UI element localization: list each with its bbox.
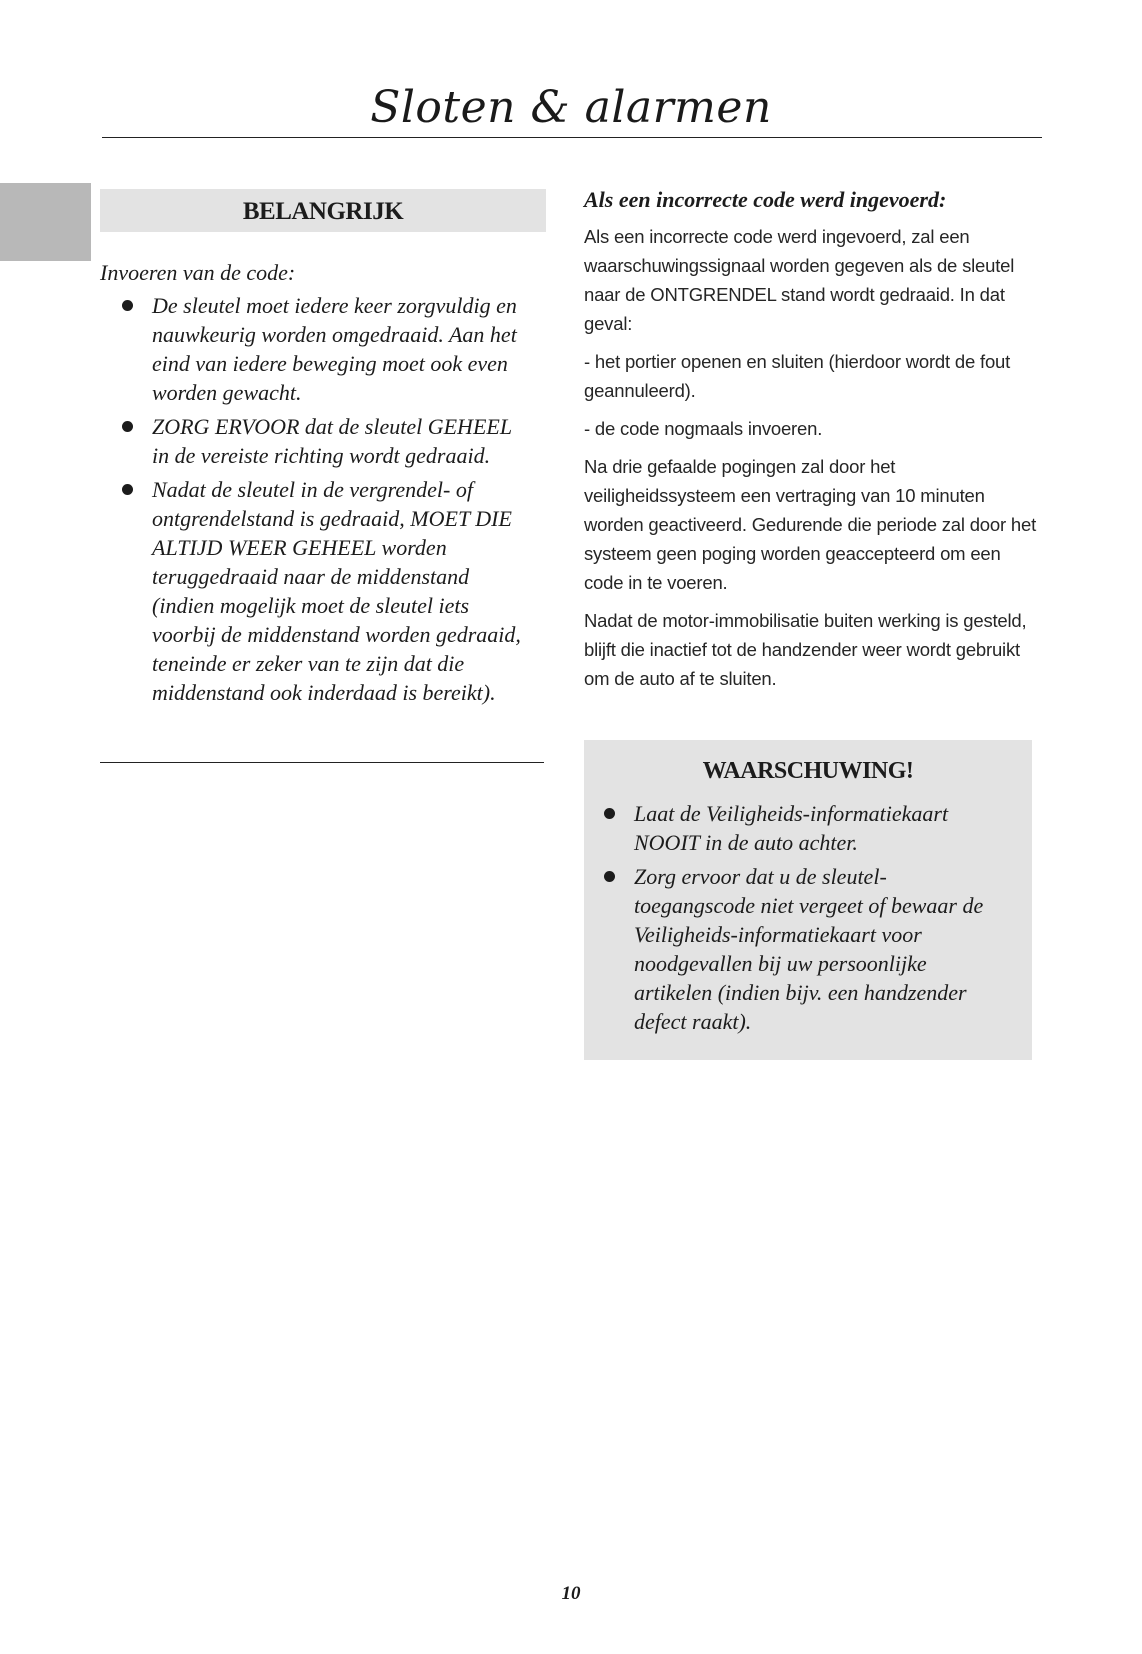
title-divider (102, 137, 1042, 138)
incorrect-code-paragraph: Na drie gefaalde pogingen zal door het veiligheidssysteem een vertraging van 10 minuten worden geactiveerd. Gedurende die periode zal door het systeem geen poging worden geaccepteerd om een code in te voeren. (584, 456, 1037, 593)
important-item-text: De sleutel moet iedere keer zorgvuldig en nauwkeurig worden omgedraaid. Aan het eind van iedere beweging moet ook even worden gewacht. (152, 293, 517, 405)
important-list (100, 291, 530, 712)
bullet-icon (122, 484, 133, 495)
incorrect-code-paragraph: Als een incorrecte code werd ingevoerd, zal een waarschuwingssignaal worden gegeven als de sleutel naar de ONTGRENDEL stand wordt gedraaid. In dat geval: (584, 226, 1015, 334)
incorrect-code-paragraph: Nadat de motor-immobilisatie buiten werking is gesteld, blijft die inactief tot de handzender weer wordt gebruikt om de auto af te sluiten. (584, 610, 1027, 689)
page-number: 10 (561, 1583, 581, 1604)
important-heading: BELANGRIJK (242, 198, 404, 225)
warning-item-text: Laat de Veiligheids-informatiekaart NOOIT in de auto achter. (634, 801, 949, 855)
bullet-icon (122, 421, 133, 432)
bullet-icon (604, 871, 615, 882)
important-list-item (100, 475, 530, 707)
incorrect-code-heading: Als een incorrecte code werd ingevoerd: (584, 187, 947, 212)
important-list-item (100, 291, 530, 407)
warning-list (584, 799, 994, 1041)
important-section-divider (100, 762, 544, 763)
incorrect-code-section (584, 186, 1038, 702)
section-tab-marker (0, 183, 91, 261)
bullet-icon (604, 808, 615, 819)
warning-list-item (584, 862, 994, 1036)
important-item-text: Nadat de sleutel in de vergrendel- of ontgrendelstand is gedraaid, MOET DIE ALTIJD WEER GEHEEL worden teruggedraaid naar de middenstand (indien mogelijk moet de sleutel iets voorbij de middenstand worden gedraaid, teneinde er zeker van te zijn dat die middenstand ook inderdaad is bereikt). (152, 477, 521, 705)
warning-item-text: Zorg ervoor dat u de sleutel-toegangscode niet vergeet of bewaar de Veiligheids-informatiekaart voor noodgevallen bij uw persoonlijke artikelen (indien bijv. een handzender defect raakt). (634, 864, 984, 1034)
code-entry-intro: Invoeren van de code: (100, 260, 296, 285)
bullet-icon (122, 300, 133, 311)
important-list-item (100, 412, 530, 470)
page-title: Sloten & alarmen (370, 82, 772, 133)
incorrect-code-paragraph: - de code nogmaals invoeren. (584, 418, 823, 439)
incorrect-code-paragraph: - het portier openen en sluiten (hierdoor wordt de fout geannuleerd). (584, 351, 1011, 401)
warning-heading: WAARSCHUWING! (702, 758, 914, 784)
important-item-text: ZORG ERVOOR dat de sleutel GEHEEL in de vereiste richting wordt gedraaid. (152, 414, 512, 468)
warning-list-item (584, 799, 994, 857)
